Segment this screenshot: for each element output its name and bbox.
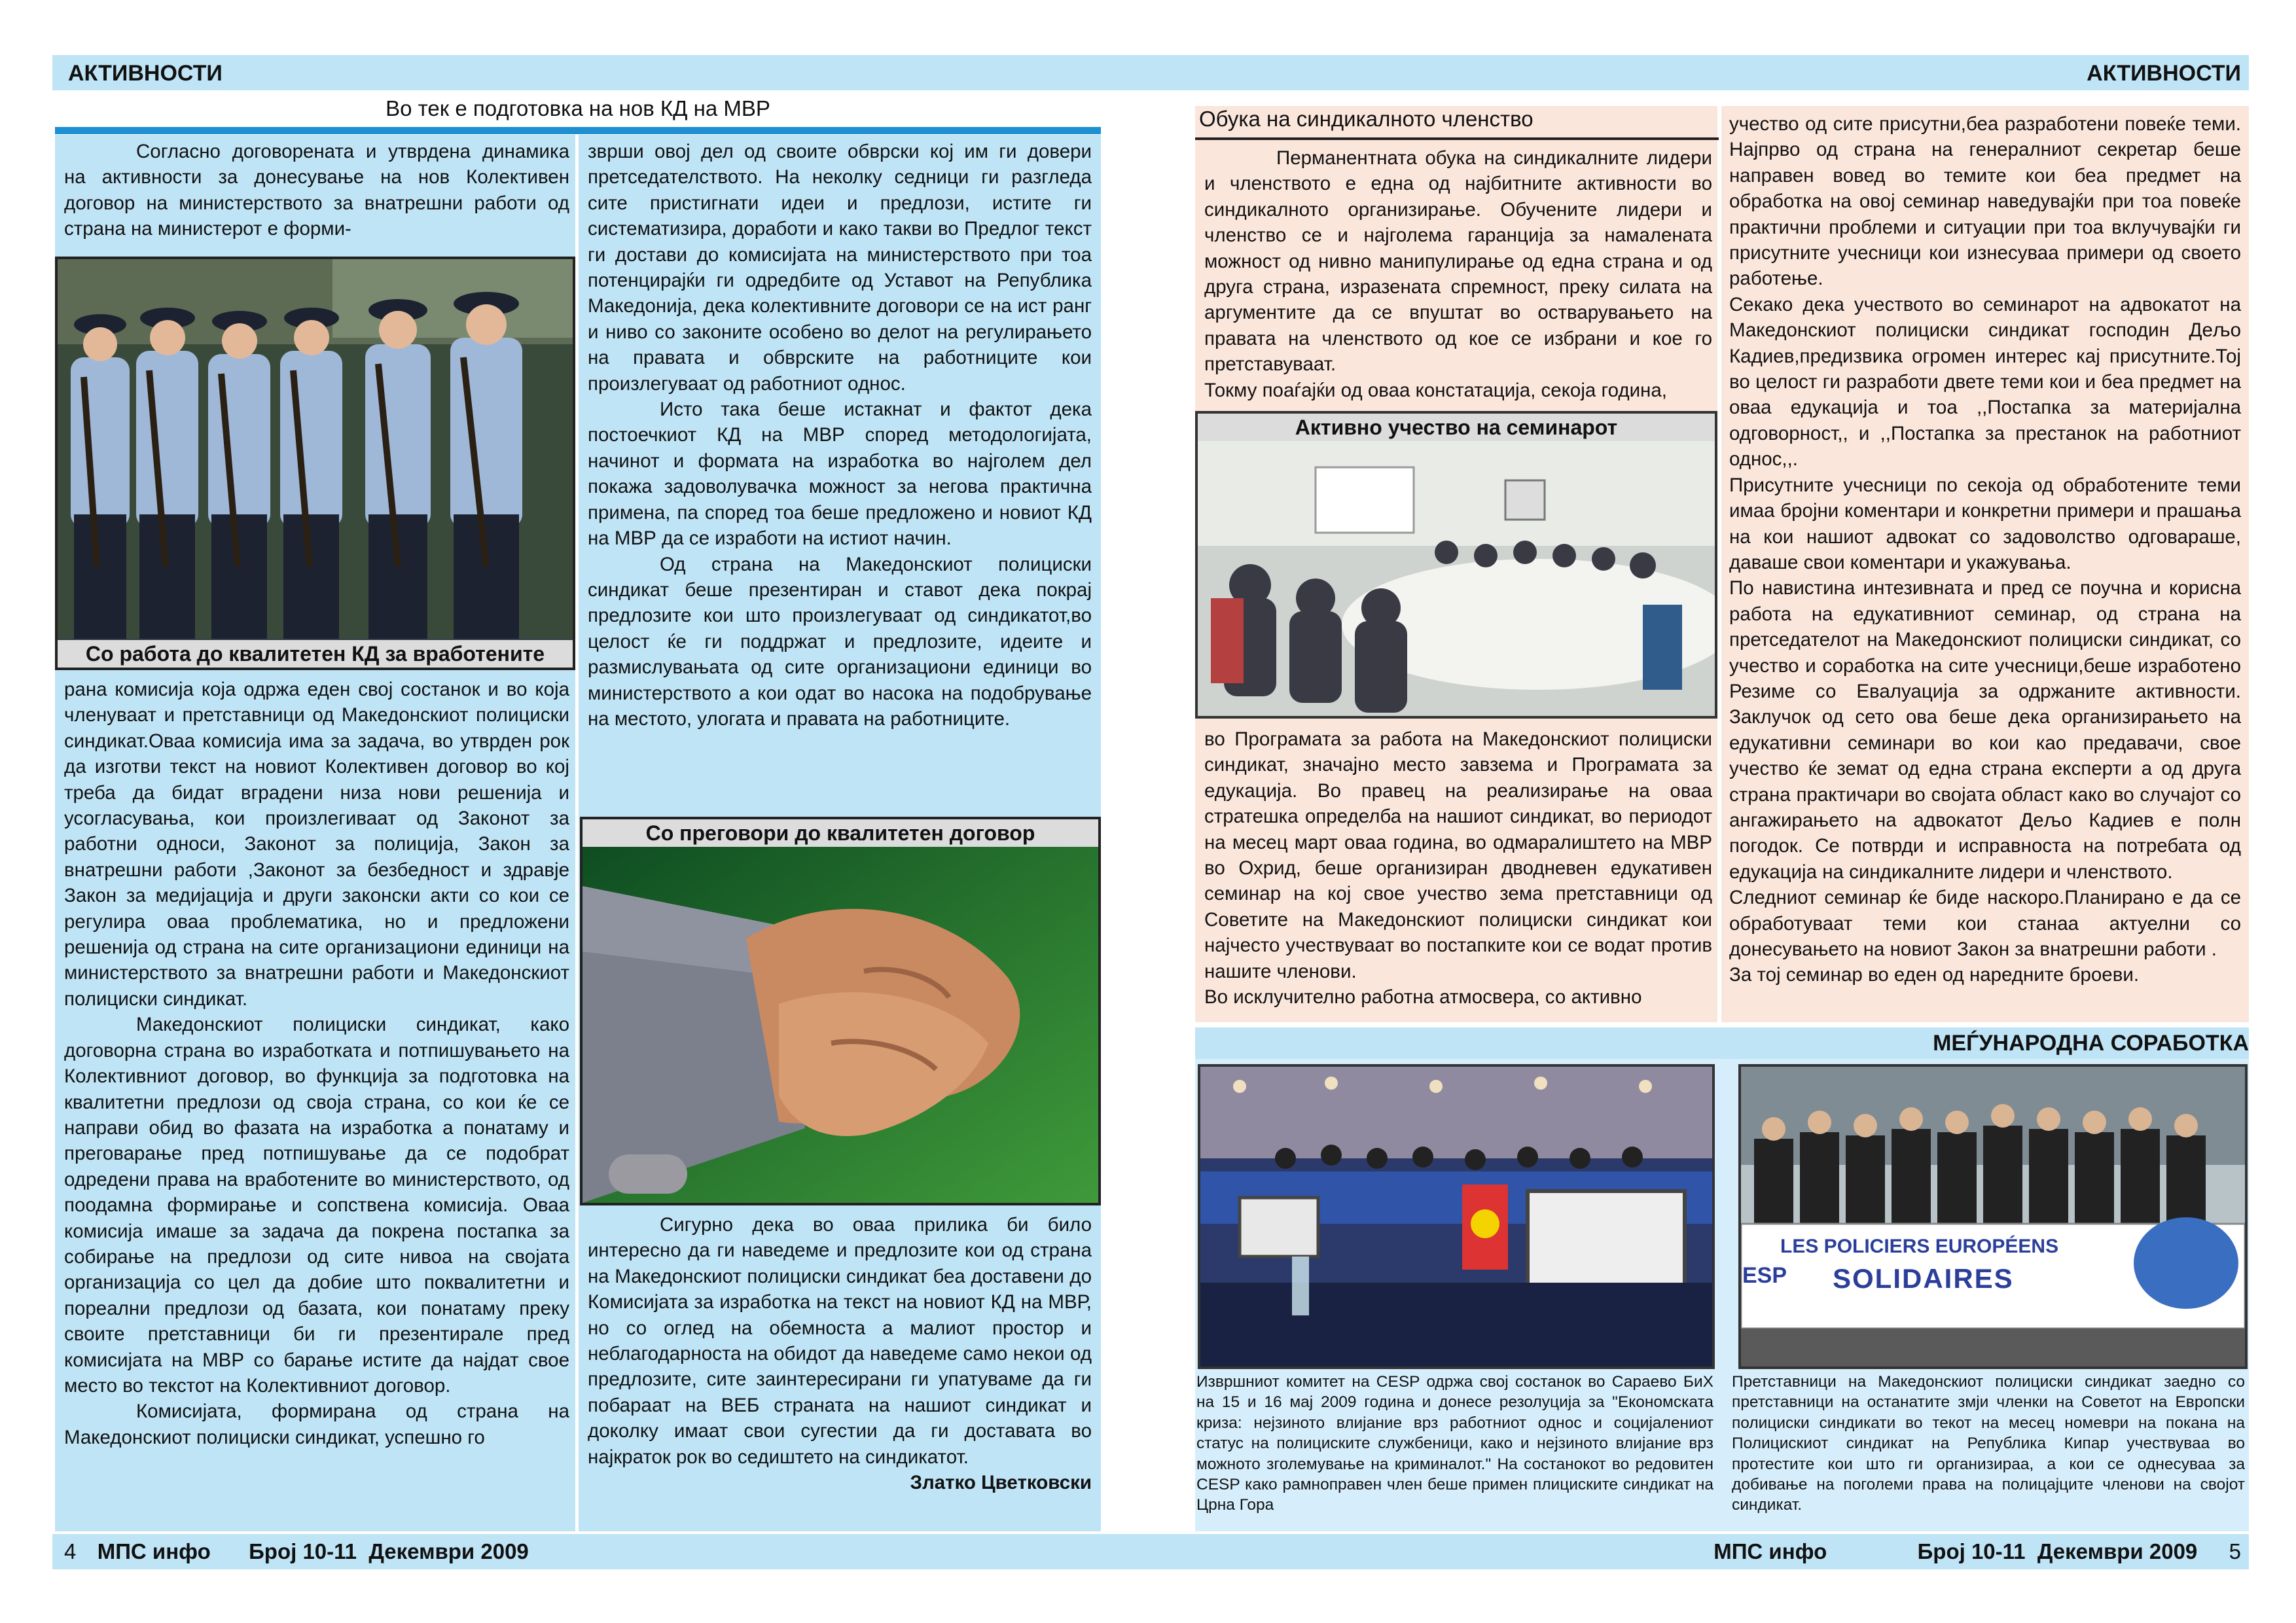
- col2-para2: Исто така беше истакнат и фактот дека постоечкиот КД на МВР според методологијата, начинот и формата на изработка во најголем дел покажа задоволувачка можност за негова практична примена, па според тоа беше предложено и новиот КД на МВР да се изработи на истиот начин.: [588, 399, 1092, 550]
- headline-rule: [55, 127, 1101, 134]
- right-colA-top: [1204, 145, 1712, 403]
- colB-para4: По навистина интезивната и пред се поучна и корисна работа на едукативниот семинар, од страна на претседателот на Македонскиот полициски синдикат, со учество и соработка на сите учесници,беше изработено Резиме со Евалуација за одржаните активности. Заклучок од сето ова беше дека организирањето на едукативни семинари во кои као предавачи, свое учество ќе земат од една страна експерти а од друга страна практичари во својата област како во случајот со ангажирањето на адвокатот Дељо Кадиев е полн погодок. Се потврди и исправноста на потребата од едукација на синдикалните лидери и членството.: [1729, 577, 2241, 883]
- handshake-image: [583, 847, 1098, 1203]
- left-issue: Број 10-11 Декември 2009: [249, 1539, 529, 1563]
- colA-para2: Токму поаѓајќи од оваа констатација, секоја година,: [1204, 379, 1667, 401]
- colB-para6: За тој семинар во еден од наредните броеви.: [1729, 964, 2140, 986]
- col1-para1-cont: рана комисија која одржа еден свој состанок и во која членуваат и претставници од Македонскиот полициски синдикат.Оваа комисија има за задача, во утврден рок да изготви текст на новиот Колективен договор во кој треба да бидат вградени низа нови решенија и усогласувања, кои произлегиваат од Законот за работни односи, Законот за полиција, Закон за внатрешни работи ,Законот за безбедност и здравје Закон за медијација и други законски акти со кои се регулира оваа проблематика, но и предложени решенија од страна на сите организациони единици на министерството за внатрешни работи и Македонскиот полициски синдикат.: [64, 679, 569, 1010]
- intl-label: МЕЃУНАРОДНА СОРАБОТКА: [1933, 1031, 2249, 1056]
- photo3-caption: Активно учество на семинарот: [1198, 414, 1715, 441]
- banner-text1: LES POLICIERS EUROPÉENS: [1780, 1236, 2059, 1257]
- cesp-meeting-image: [1200, 1067, 1712, 1366]
- right-footer: [1713, 1534, 2241, 1569]
- right-issue: Број 10-11 Декември 2009: [1917, 1539, 2198, 1563]
- colB-para5: Следниот семинар ќе биде наскоро.Планирано е да се обработуваат теми кои станаа актуелни со донесувањето на новиот Закон за внатрешни работи .: [1729, 887, 2241, 960]
- left-col1-bottom: [64, 677, 569, 1450]
- left-col2-bottom: [588, 1212, 1092, 1495]
- col2-para1: зврши овој дел од своите обврски кој им ги довери претседателството. На неколку седници ги разгледа сите пристигнати идеи и предлози, истите ги систематизира, доработи и како такви во Предлог текст ги достави до комисијата на министерството при тоа потенцирајќи ги одредбите од Уставот на Република Македонија, дека колективните договори се на ист ранг и ниво со законите особено во делот на регулирањето на правата и обврските на работниците кои произлегуваат од работниот однос.: [588, 141, 1092, 395]
- photo1-caption: Со работа до квалитетен КД за вработените: [58, 640, 573, 668]
- col1-para-top: Согласно договорената и утврдена динамика на активности за донесување на нов Колективен договор на министерството за внатрешни работи од страна на министерот е форми-: [64, 141, 569, 240]
- left-col1-top: [64, 139, 569, 242]
- colB-para3: Присутните учесници по секоја од обработените теми имаа бројни коментари и конкретни примери и прашања на кои нашиот адвокат со задоволство одговараше, даваше свои коментари и укажувања.: [1729, 474, 2241, 573]
- right-page-number: 5: [2229, 1539, 2241, 1563]
- banner-text3: ESP: [1742, 1263, 1787, 1288]
- photo2-caption: Со преговори до квалитетен договор: [583, 819, 1098, 847]
- cesp-meeting-photo: [1198, 1064, 1715, 1369]
- cyprus-protest-image: [1741, 1067, 2245, 1366]
- seminar-photo: [1195, 411, 1717, 719]
- colA-para1: Перманентната обука на синдикалните лидери и членството е една од најбитните активности во синдикалното организирање. Обучените лидери и членство се и најголема гаранција за намалената можност од нивно манипулирање од една страна и од друга страна, изразената спремност, преку силата на аргументите да се впуштат во остварувањето на правата на членството од кое се избрани и кое го претставуваат.: [1204, 147, 1712, 376]
- intl-caption1: Извршниот комитет на CESP одржа свој состанок во Сараево БиХ на 15 и 16 мај 2009 година и донесе резолуција за "Економската криза: нејзиното влијание врз работниот однос и социјалениот статус на полициските службеници, како и нејзиното влијание врз можното зголемување на криминалот." На состанокот во редовитен CESP како рамноправен член беше примен плициските синдикат на Црна Гора: [1196, 1373, 1713, 1514]
- police-ceremony-image: [58, 259, 573, 639]
- left-header-bar: [52, 55, 2249, 90]
- handshake-photo: [580, 817, 1101, 1205]
- col1-para3: Комисијата, формирана од страна на Македонскиот полициски синдикат, успешно го: [64, 1400, 569, 1448]
- right-mag-name: МПС инфо: [1713, 1539, 1827, 1563]
- left-col2-top: [588, 139, 1092, 732]
- colB-para2: Секако дека учеството во семинарот на адвокатот на Македонскиот полициски синдикат господин Дељо Кадиев,предизвика огромен интерес кај присутните.Тој во целост ги разработи двете теми кои и беа предмет на оваа едукација и тоа ,,Постапка за материјална одговорност,, и ,,Постапка за престанок на работниот однос,,.: [1729, 293, 2241, 471]
- left-mag-name: МПС инфо: [97, 1539, 211, 1563]
- right-colB: [1729, 111, 2241, 988]
- left-section-label: АКТИВНОСТИ: [68, 61, 223, 86]
- col1-para2: Македонскиот полициски синдикат, како договорна страна во изработката и потпишувањето на Колективниот договор, во функција за подготовка на квалитетни предлози од своја страна, со кои ќе се направи обид во фазата на изработка а понатаму и преговарање пред потпишување да се подобрат одредени права на вработените во министерството, од поодамна формирање и сопствена комисија. Оваа комисија имаше за задача да покрена постапка за собирање на предлози од сите нивоа на својата организација со цел да добие што поквалитетни и пореални предлози од базата, кои понатаму преку своите претставници би ги презентирале пред комисијата на МВР со барање истите да најдат свое место во текстот на Колективниот договор.: [64, 1014, 569, 1397]
- seminar-image: [1198, 441, 1715, 716]
- banner-text2: SOLIDAIRES: [1833, 1263, 2014, 1294]
- cyprus-protest-photo: [1738, 1064, 2248, 1369]
- author: Златко Цветковски: [910, 1472, 1092, 1494]
- intl-caption2: Претставници на Македонскиот полициски синдикат заедно со претставници на останатите змји членки на Советот на Европски полициски синдикати во текот на месец номеври на покана на Полицискиот синдикат на Република Кипар учествуваа во протестите кои што ги организираа, а кои се однесуваа за добивање на поголеми права на полицајците членови на својот синдикат.: [1732, 1373, 2245, 1514]
- col2-para4: Сигурно дека во оваа прилика би било интересно да ги наведеме и предлозите кои од страна на Македонскиот полициски синдикат беа доставени до Комисијата за изработка на текст на новиот КД на МВР, но со оглед на обемноста а малиот простор и неблагодарноста на обидот да наведеме само некои од предлозите, сите заинтересирани ги упатуваме да ги побараат на ВЕБ страната на нашиот синдикат и доколку имаат свои сугестии да ги доставата во најкраток рок во седиштето на синдикатот.: [588, 1214, 1092, 1468]
- colB-para1: учество од сите присутни,беа разработени повеќе теми. Најпрво од страна на генералниот секретар беше направен вовед во темите кои беа предмет на обработка на овој семинар наведувајќи при тоа повеќе практични проблеми и ситуации при тоа вклучувајќи ги присутните учесници кои изнесуваа примери од своето работење.: [1729, 113, 2241, 290]
- col2-para3: Од страна на Македонскиот полициски синдикат беше презентиран и ставот дека покрај предлозите кои што произлегуваат од синдикатот,во целост ќе ги поддржат и предлозите, идеите и размислувањата од сите организациони единици во министерството а кои одат во насока на подобрување на местото, улогата и правата на работниците.: [588, 553, 1092, 730]
- colA-para3: во Програмата за работа на Македонскиот полициски синдикат, значајно место завзема и Програмата за едукација. Во правец на реализирање на оваа стратешка определба на нашиот синдикат, во периодот на месец март оваа година, во одмаралиштето на МВР во Охрид, беше организиран дводневен едукативен семинар на кој свое учество зема претставници од Советите на Македонскиот полициски синдикат кои најчесто учествуваат во постапките кои се водат против нашите членови.: [1204, 728, 1712, 982]
- right-headline: Обука на синдикалното членство: [1199, 107, 1534, 131]
- left-headline: Во тек е подготовка на нов КД на МВР: [386, 96, 770, 120]
- police-ceremony-photo: [55, 257, 575, 670]
- colA-para4: Во исклучително работна атмосвера, со активно: [1204, 986, 1642, 1008]
- left-footer: [64, 1534, 529, 1569]
- right-headline-rule: [1195, 137, 1719, 140]
- left-page-number: 4: [64, 1539, 77, 1563]
- right-colA-bottom: [1204, 726, 1712, 1010]
- right-section-label: АКТИВНОСТИ: [2087, 61, 2241, 86]
